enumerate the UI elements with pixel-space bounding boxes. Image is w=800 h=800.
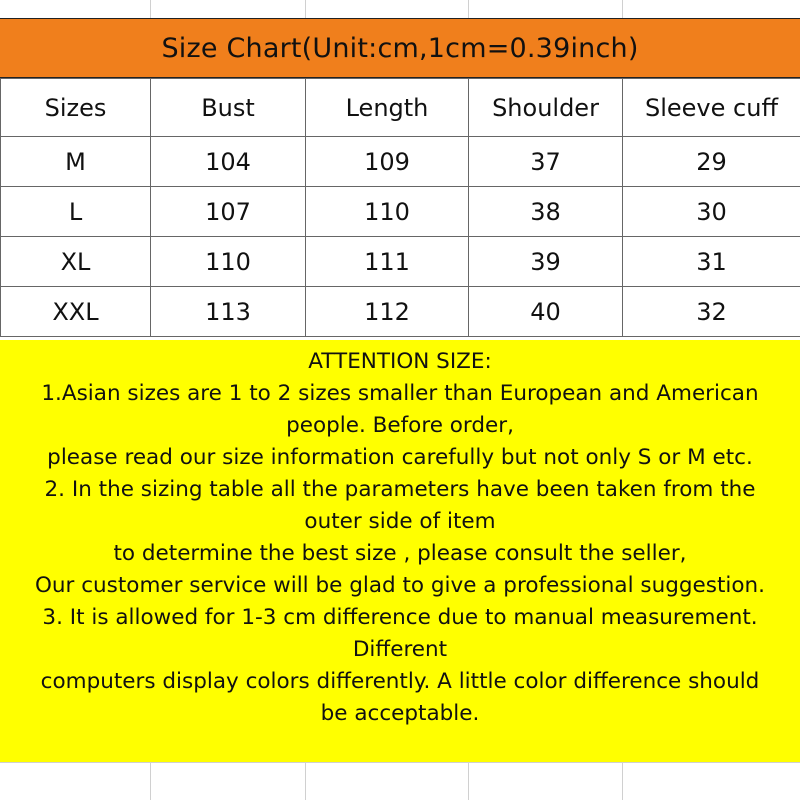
table-cell: 111 bbox=[306, 237, 469, 287]
table-cell: 107 bbox=[151, 187, 306, 237]
header-cell: Length bbox=[306, 79, 469, 137]
table-cell: 113 bbox=[151, 287, 306, 337]
table-cell: 31 bbox=[623, 237, 800, 287]
table-cell: L bbox=[1, 187, 151, 237]
grid-line bbox=[150, 762, 151, 800]
table-cell: 110 bbox=[306, 187, 469, 237]
table-row bbox=[1, 237, 800, 287]
table-header-row bbox=[1, 79, 800, 137]
table-cell: 37 bbox=[469, 137, 623, 187]
table-row bbox=[1, 137, 800, 187]
size-chart-title-bar bbox=[0, 18, 800, 78]
grid-line bbox=[0, 762, 800, 763]
grid-line bbox=[305, 0, 306, 18]
notice-heading: ATTENTION SIZE: bbox=[308, 349, 492, 374]
notice-line: outer side of item bbox=[304, 509, 496, 534]
notice-line: 1.Asian sizes are 1 to 2 sizes smaller than European and American bbox=[41, 381, 759, 406]
table-row bbox=[1, 187, 800, 237]
table-cell: 109 bbox=[306, 137, 469, 187]
table-cell: 39 bbox=[469, 237, 623, 287]
notice-line: Our customer service will be glad to give a professional suggestion. bbox=[35, 573, 765, 598]
notice-line: be acceptable. bbox=[320, 701, 480, 726]
size-chart-title: Size Chart(Unit:cm,1cm=0.39inch) bbox=[161, 32, 639, 64]
notice-line: Different bbox=[352, 637, 448, 662]
grid-line bbox=[622, 762, 623, 800]
table-row bbox=[1, 287, 800, 337]
spreadsheet-grid-bottom bbox=[0, 762, 800, 800]
grid-line bbox=[305, 762, 306, 800]
table-cell: 32 bbox=[623, 287, 800, 337]
header-cell: Sizes bbox=[1, 79, 151, 137]
grid-line bbox=[468, 0, 469, 18]
grid-line bbox=[622, 0, 623, 18]
table-cell: XXL bbox=[1, 287, 151, 337]
notice-line: computers display colors differently. A little color difference should bbox=[40, 669, 760, 694]
notice-line: 3. It is allowed for 1-3 cm difference due to manual measurement. bbox=[42, 605, 758, 630]
header-cell: Bust bbox=[151, 79, 306, 137]
header-cell: Shoulder bbox=[469, 79, 623, 137]
grid-line bbox=[468, 762, 469, 800]
table-cell: XL bbox=[1, 237, 151, 287]
notice-line: 2. In the sizing table all the parameters have been taken from the bbox=[44, 477, 756, 502]
table-cell: M bbox=[1, 137, 151, 187]
notice-line: to determine the best size , please consult the seller, bbox=[113, 541, 687, 566]
notice-line: please read our size information carefully but not only S or M etc. bbox=[47, 445, 753, 470]
table-cell: 110 bbox=[151, 237, 306, 287]
table-cell: 38 bbox=[469, 187, 623, 237]
header-cell: Sleeve cuff bbox=[623, 79, 800, 137]
table-cell: 40 bbox=[469, 287, 623, 337]
attention-size-notice bbox=[0, 340, 800, 762]
spreadsheet-grid-top bbox=[0, 0, 800, 18]
table-cell: 30 bbox=[623, 187, 800, 237]
table-cell: 29 bbox=[623, 137, 800, 187]
grid-line bbox=[150, 0, 151, 18]
table-cell: 104 bbox=[151, 137, 306, 187]
size-table bbox=[0, 78, 800, 337]
table-cell: 112 bbox=[306, 287, 469, 337]
notice-line: people. Before order, bbox=[286, 413, 514, 438]
